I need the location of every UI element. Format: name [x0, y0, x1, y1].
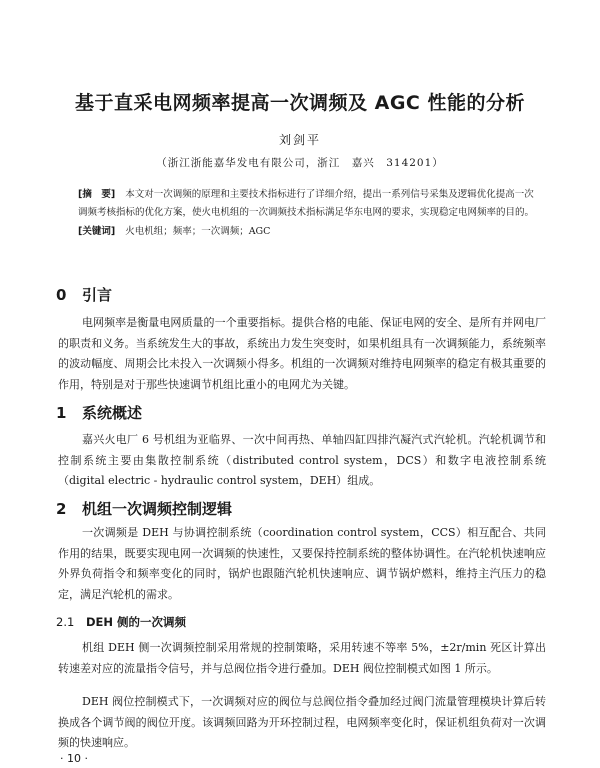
section-1-paragraph: 嘉兴火电厂 6 号机组为亚临界、一次中间再热、单轴四缸四排汽凝汽式汽轮机。汽轮机调节和控制系统主要由集散控制系统（distributed control system，DCS）和数字电液控制系统（digital electric - hydraulic control system，DEH）组成。 [58, 433, 546, 487]
paper-title: 基于直采电网频率提高一次调频及 AGC 性能的分析 [75, 92, 525, 114]
section-number: 1 [56, 404, 67, 422]
section-heading-1 [56, 402, 142, 423]
section-0-paragraph: 电网频率是衡量电网质量的一个重要指标。提供合格的电能、保证电网的安全、是所有并网电厂的职责和义务。当系统发生大的事故，系统出力发生突变时，如果机组具有一次调频能力，系统频率的波动幅度、周期会比未投入一次调频小得多。机组的一次调频对维持电网频率的稳定有极其重要的作用，特别是对于那些快速调节机组比重小的电网尤为关键。 [58, 316, 546, 391]
author-affiliation: （浙江浙能嘉华发电有限公司，浙江 嘉兴 314201） [156, 157, 444, 169]
abstract-paragraph [78, 186, 538, 222]
keywords-label: [关键词] [78, 226, 116, 237]
keywords-line [78, 223, 538, 241]
author-name: 刘剑平 [278, 133, 321, 147]
abstract-text: 本文对一次调频的原理和主要技术指标进行了详细介绍，提出一系列信号采集及逻辑优化提高一次调频考核指标的优化方案，使火电机组的一次调频技术指标满足华东电网的要求，实现稳定电网频率的目的。 [78, 189, 535, 218]
section-2-1-paragraph-2: DEH 阀位控制模式下，一次调频对应的阀位与总阀位指令叠加经过阀门流量管理模块计算后转换成各个调节阀的阀位开度。该调频回路为开环控制过程，电网频率变化时，保证机组负荷对一次调频的快速响应。 [58, 695, 546, 749]
subsection-title: DEH 侧的一次调频 [86, 615, 187, 629]
section-heading-0 [56, 284, 112, 305]
abstract-label: [摘 要] [78, 189, 116, 200]
abstract-block [78, 186, 538, 241]
section-number: 0 [56, 286, 67, 304]
section-heading-2 [56, 498, 232, 519]
subsection-heading-2-1 [56, 614, 186, 630]
section-title: 机组一次调频控制逻辑 [82, 500, 233, 518]
section-2-1-paragraph-1: 机组 DEH 侧一次调频控制采用常规的控制策略，采用转速不等率 5%，±2r/min 死区计算出转速差对应的流量指令信号，并与总阀位指令进行叠加。DEH 阀位控制模式如图 1 所示。 [58, 641, 546, 675]
page-number: · 10 · [60, 752, 88, 765]
section-number: 2 [56, 500, 67, 518]
section-title: 系统概述 [82, 404, 143, 422]
keywords-text: 火电机组；频率；一次调频；AGC [125, 226, 271, 237]
section-2-paragraph: 一次调频是 DEH 与协调控制系统（coordination control system，CCS）相互配合、共同作用的结果，既要实现电网一次调频的快速性，又要保持控制系统的整体协调性。在汽轮机快速响应外界负荷指令和频率变化的同时，锅炉也跟随汽轮机快速响应、调节锅炉燃料，维持主汽压力的稳定，满足汽轮机的需求。 [58, 526, 546, 601]
section-title: 引言 [82, 286, 113, 304]
subsection-number: 2.1 [56, 615, 75, 629]
